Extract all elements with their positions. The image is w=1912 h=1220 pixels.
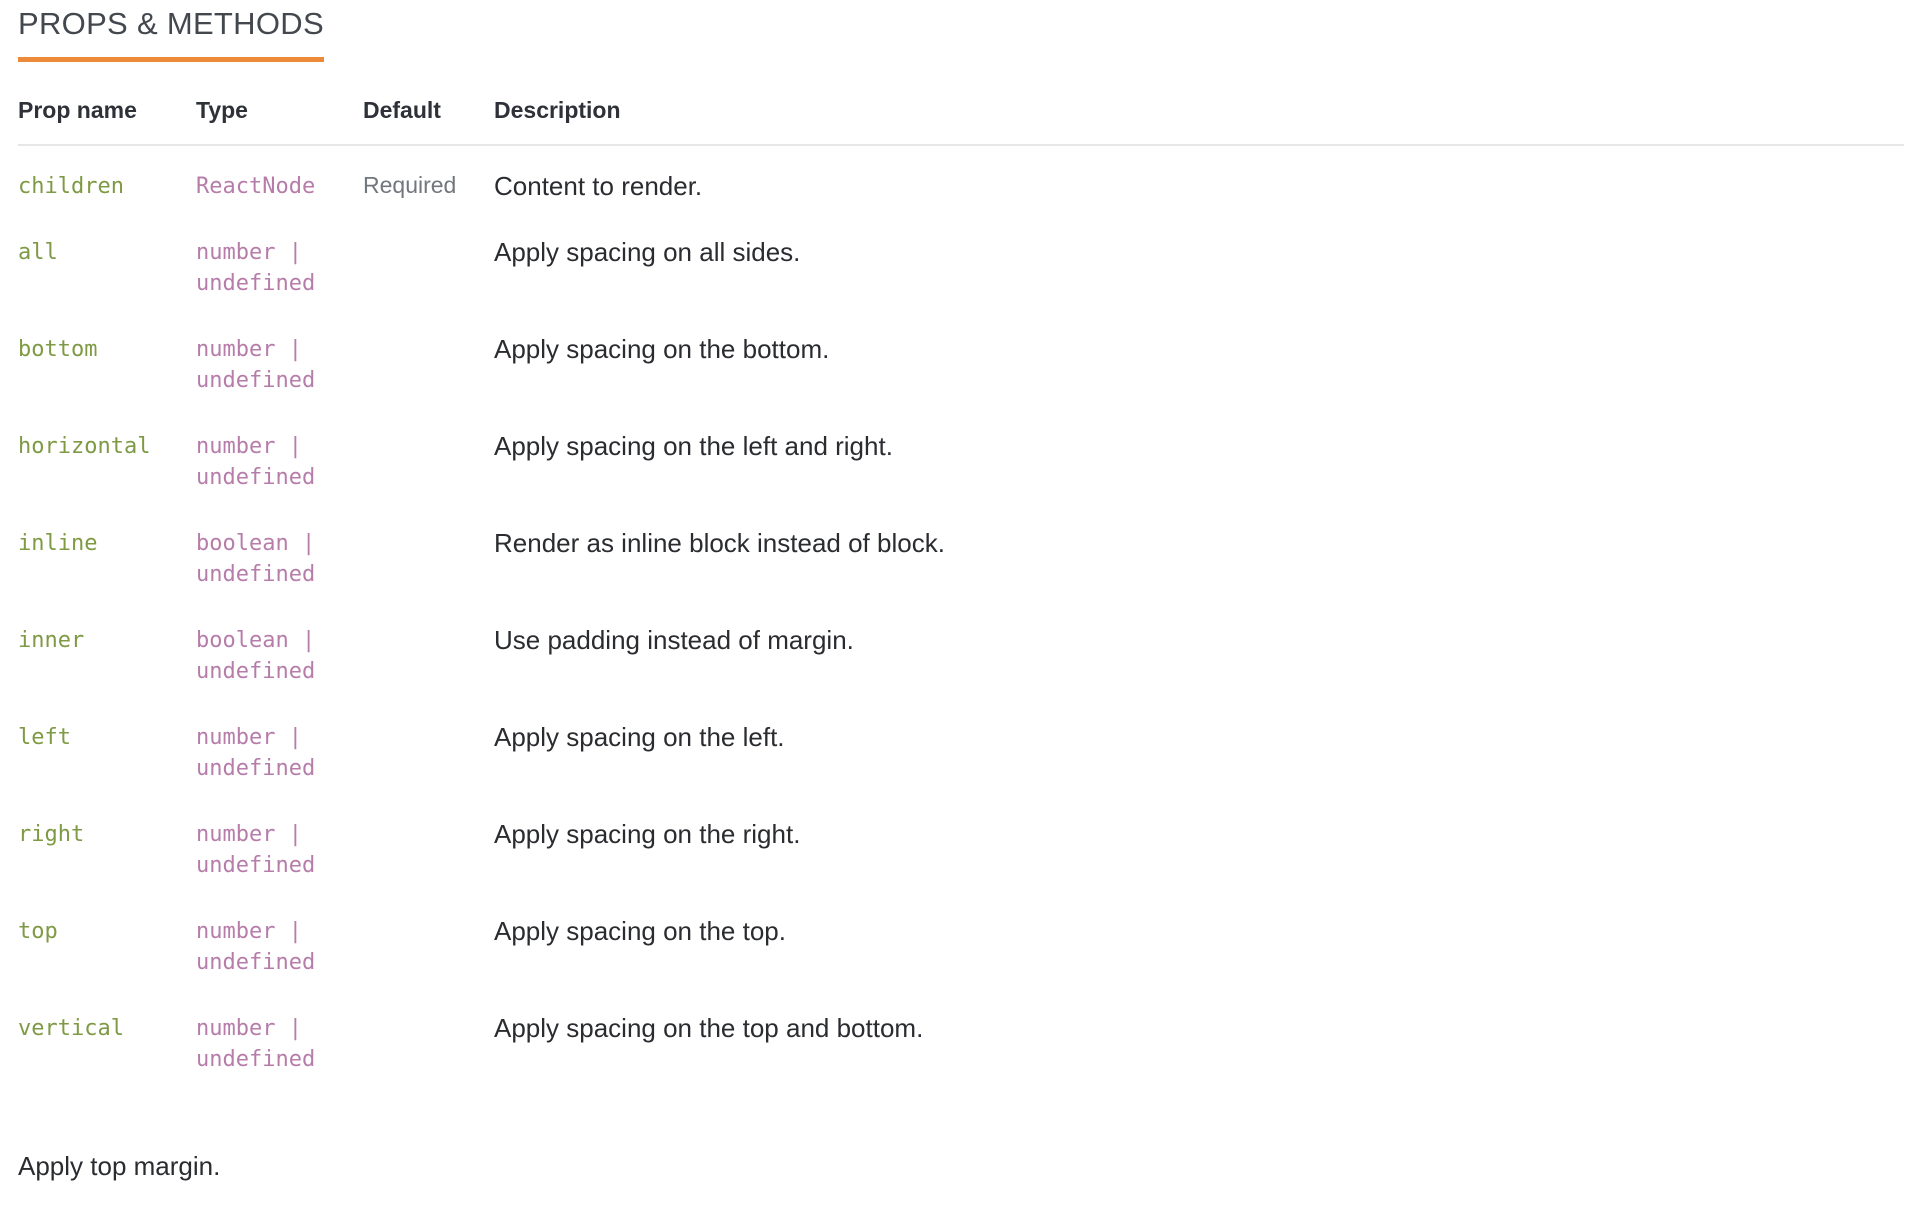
prop-type-cell: boolean | undefined — [196, 531, 316, 587]
prop-name-cell: horizontal — [18, 434, 151, 459]
prop-name-cell: bottom — [18, 337, 98, 362]
prop-type-cell: number | undefined — [196, 337, 316, 393]
column-header-default: Default — [363, 96, 494, 145]
prop-description-cell: Apply spacing on the left and right. — [494, 431, 893, 461]
table-row — [18, 697, 1904, 794]
prop-description-cell: Apply spacing on the right. — [494, 819, 801, 849]
prop-default-cell — [363, 988, 494, 1085]
table-header-row — [18, 96, 1904, 145]
prop-name-cell: inner — [18, 628, 85, 653]
prop-description-cell: Apply spacing on the top and bottom. — [494, 1013, 924, 1043]
props-table-body — [18, 145, 1904, 1085]
prop-type-cell: number | undefined — [196, 1016, 316, 1072]
prop-description-cell: Apply spacing on all sides. — [494, 237, 801, 267]
prop-name-cell: vertical — [18, 1016, 124, 1041]
prop-description-cell: Content to render. — [494, 171, 703, 201]
table-row — [18, 503, 1904, 600]
prop-name-cell: right — [18, 822, 85, 847]
prop-type-cell: number | undefined — [196, 919, 316, 975]
prop-type-cell: number | undefined — [196, 822, 316, 878]
prop-default-cell — [363, 891, 494, 988]
prop-description-cell: Render as inline block instead of block. — [494, 528, 945, 558]
column-header-type: Type — [196, 96, 363, 145]
prop-default-cell — [363, 212, 494, 309]
prop-type-cell: number | undefined — [196, 434, 316, 490]
column-header-description: Description — [494, 96, 1904, 145]
prop-name-cell: all — [18, 240, 58, 265]
prop-default-cell — [363, 794, 494, 891]
table-row — [18, 406, 1904, 503]
prop-type-cell: ReactNode — [196, 174, 316, 199]
prop-description-cell: Apply spacing on the left. — [494, 722, 785, 752]
prop-type-cell: boolean | undefined — [196, 628, 316, 684]
prop-default-cell — [363, 600, 494, 697]
prop-description-cell: Apply spacing on the bottom. — [494, 334, 830, 364]
prop-default-cell — [363, 697, 494, 794]
props-table — [18, 96, 1904, 1085]
table-row — [18, 988, 1904, 1085]
page-title: PROPS & METHODS — [18, 6, 324, 62]
prop-type-cell: number | undefined — [196, 725, 316, 781]
prop-default-cell: Required — [363, 172, 457, 198]
prop-default-cell — [363, 406, 494, 503]
table-row — [18, 309, 1904, 406]
table-row — [18, 891, 1904, 988]
prop-name-cell: children — [18, 174, 124, 199]
column-header-prop-name: Prop name — [18, 96, 196, 145]
prop-default-cell — [363, 503, 494, 600]
footer-note: Apply top margin. — [18, 1151, 221, 1181]
table-row — [18, 145, 1904, 212]
prop-name-cell: top — [18, 919, 58, 944]
prop-name-cell: inline — [18, 531, 98, 556]
prop-name-cell: left — [18, 725, 71, 750]
table-row — [18, 794, 1904, 891]
prop-default-cell — [363, 309, 494, 406]
table-row — [18, 212, 1904, 309]
prop-description-cell: Use padding instead of margin. — [494, 625, 854, 655]
prop-type-cell: number | undefined — [196, 240, 316, 296]
table-row — [18, 600, 1904, 697]
prop-description-cell: Apply spacing on the top. — [494, 916, 786, 946]
props-table-header — [18, 96, 1904, 145]
